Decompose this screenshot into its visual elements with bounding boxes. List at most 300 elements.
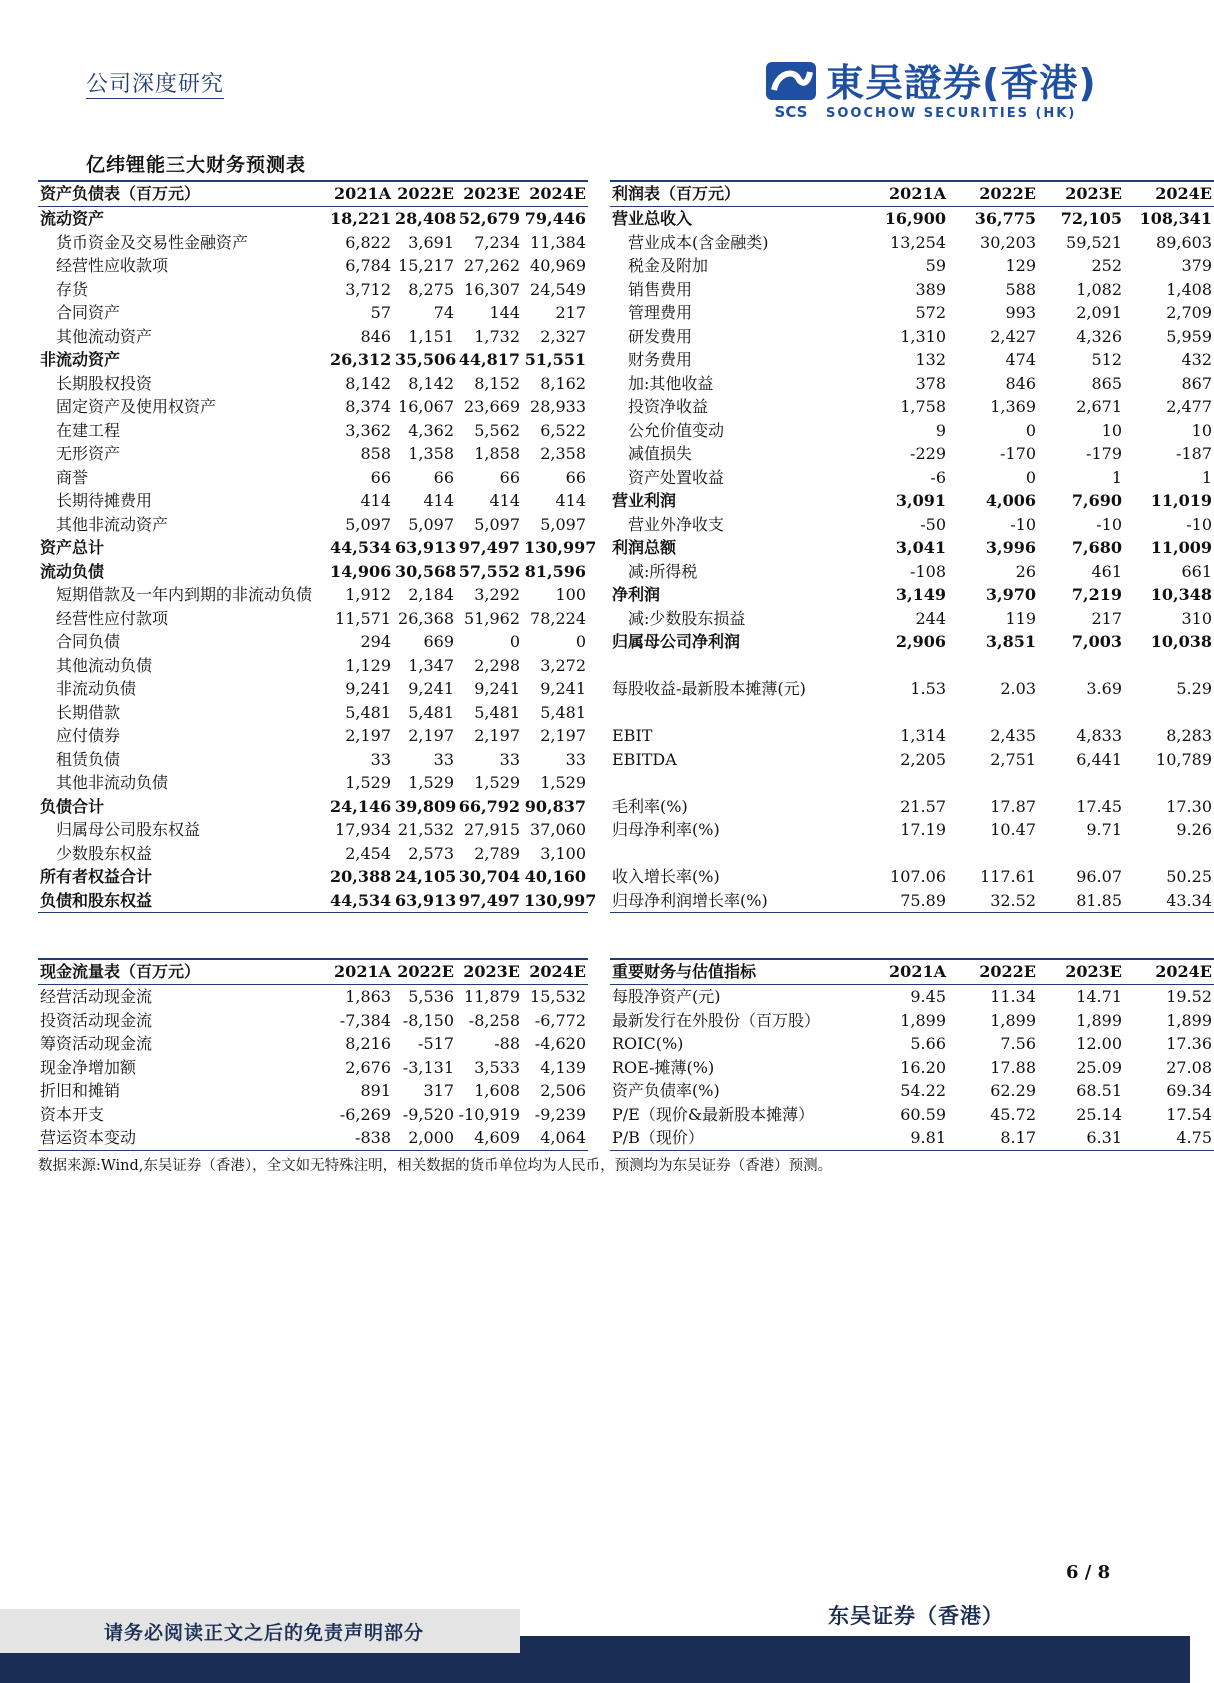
row-label: 营业总收入 — [612, 209, 693, 228]
cell-value: 1,151 — [408, 326, 454, 346]
cell-value: 2,671 — [1076, 397, 1122, 416]
cell-value: 19.52 — [1166, 987, 1212, 1006]
table-row — [38, 325, 588, 349]
cell-value — [1038, 654, 1124, 678]
row-label: 销售费用 — [628, 279, 693, 299]
cell-value: 0 — [1025, 467, 1036, 487]
cell-value: 8,275 — [408, 279, 454, 299]
cell-value: 117.61 — [980, 867, 1036, 886]
cell-value — [1124, 771, 1214, 795]
cell-value: 7.56 — [1000, 1034, 1036, 1053]
row-label: 最新发行在外股份（百万股） — [612, 1010, 821, 1030]
table-row — [610, 395, 1214, 419]
table-row — [610, 889, 1214, 913]
cell-value: 69.34 — [1166, 1081, 1212, 1100]
valuation-table — [610, 958, 1214, 1151]
cell-value: 4,326 — [1076, 326, 1122, 346]
cell-value: 40,969 — [530, 256, 586, 275]
row-label: 资产总计 — [40, 538, 105, 557]
cell-value: 27,262 — [464, 256, 520, 275]
cell-value: 2,197 — [474, 726, 520, 745]
cell-value: 2,709 — [1166, 303, 1212, 322]
cell-value: 5,097 — [345, 514, 391, 534]
cell-value: 33 — [565, 749, 586, 769]
cell-value: 2,427 — [990, 326, 1036, 346]
table-row — [610, 1103, 1214, 1127]
table-row — [38, 701, 588, 725]
cell-value: 107.06 — [890, 867, 946, 886]
cell-value: 24,105 — [395, 867, 457, 886]
row-label: 应付债券 — [56, 726, 121, 745]
table-row — [610, 325, 1214, 349]
cell-value: 130,997 — [522, 889, 588, 913]
row-label — [610, 771, 880, 795]
cell-value: 3,100 — [540, 843, 586, 863]
cell-value: 75.89 — [880, 889, 948, 913]
cell-value: -179 — [1086, 444, 1122, 463]
cell-value: -10 — [1010, 514, 1036, 534]
cell-value: 846 — [360, 326, 391, 346]
row-label: 租赁负债 — [56, 749, 121, 769]
cell-value: 7,219 — [1071, 585, 1122, 604]
cell-value: 2.03 — [1000, 679, 1036, 698]
cell-value: 130,997 — [524, 538, 597, 557]
table-row — [610, 560, 1214, 584]
cell-value: 2,506 — [540, 1081, 586, 1100]
cell-value: 5,536 — [408, 987, 454, 1006]
cell-value — [1124, 654, 1214, 678]
cell-value: 7,003 — [1071, 632, 1122, 651]
row-label: 合同资产 — [56, 303, 121, 322]
table-row — [38, 442, 588, 466]
cell-value: 414 — [555, 491, 586, 510]
table-row — [38, 536, 588, 560]
column-header: 2023E — [1038, 181, 1124, 207]
row-label: 长期借款 — [56, 702, 121, 722]
cell-value: 51,551 — [524, 350, 586, 369]
row-label: EBITDA — [612, 749, 677, 769]
table-header-row — [38, 959, 588, 985]
row-label: P/B（现价） — [610, 1126, 880, 1150]
cell-value: 7,680 — [1071, 538, 1122, 557]
cell-value — [880, 842, 948, 866]
cell-value: 2,091 — [1076, 303, 1122, 322]
cell-value: 57,552 — [458, 561, 520, 581]
cell-value: 5.66 — [910, 1034, 946, 1053]
table-row — [38, 489, 588, 513]
cell-value: 1,732 — [474, 326, 520, 346]
cell-value: 6.31 — [1038, 1126, 1124, 1150]
cell-value: 2,789 — [474, 843, 520, 863]
table-row — [610, 654, 1214, 678]
scs-logo-icon — [764, 62, 818, 120]
cell-value — [948, 701, 1038, 725]
row-label: 净利润 — [612, 585, 661, 604]
cell-value: 5.29 — [1176, 679, 1212, 698]
row-label: 其他流动资产 — [56, 326, 153, 346]
cell-value: 10,348 — [1150, 585, 1212, 604]
cell-value: 13,254 — [890, 232, 946, 252]
cell-value: 2,197 — [540, 726, 586, 745]
cell-value: 6,784 — [345, 256, 391, 275]
row-label: ROIC(%) — [612, 1034, 684, 1053]
disclaimer-text: 请务必阅读正文之后的免责声明部分 — [104, 1622, 425, 1644]
cell-value: 8,152 — [474, 373, 520, 393]
cell-value: 993 — [1005, 303, 1036, 322]
cell-value: 17,934 — [335, 820, 391, 839]
row-label: 归母净利率(%) — [612, 820, 720, 839]
table-row — [610, 795, 1214, 819]
row-label: 归母净利润增长率(%) — [610, 889, 880, 913]
cell-value: 11,879 — [464, 987, 520, 1006]
table-row — [38, 748, 588, 772]
column-header: 2021A — [328, 959, 393, 985]
row-label: 营业外净收支 — [628, 514, 725, 534]
cell-value: 27,915 — [464, 820, 520, 839]
cell-value: 4,833 — [1076, 726, 1122, 745]
table-row — [38, 583, 588, 607]
table-row — [38, 1079, 588, 1103]
table-row — [38, 301, 588, 325]
table-row — [38, 865, 588, 889]
column-header: 2022E — [393, 181, 456, 207]
cell-value: 100 — [555, 585, 586, 604]
column-header: 2023E — [456, 181, 522, 207]
cell-value: 5,097 — [540, 514, 586, 534]
cell-value: -170 — [1000, 444, 1036, 463]
row-label: 资产处置收益 — [628, 467, 725, 487]
cell-value: 39,809 — [395, 796, 457, 816]
cell-value: 90,837 — [524, 796, 586, 816]
cell-value: 27.08 — [1166, 1057, 1212, 1077]
row-label: 货币资金及交易性金融资产 — [56, 232, 249, 252]
cell-value: 108,341 — [1139, 209, 1212, 228]
cell-value: 23,669 — [464, 397, 520, 416]
cell-value: 6,822 — [345, 232, 391, 252]
table-header-row — [610, 181, 1214, 207]
cell-value: 217 — [1091, 608, 1122, 628]
cell-value: -10 — [1186, 514, 1212, 534]
cell-value — [1038, 771, 1124, 795]
section-title: 公司深度研究 — [86, 72, 225, 97]
table-title: 现金流量表（百万元） — [38, 959, 328, 985]
cell-value: 317 — [423, 1081, 454, 1100]
cell-value: 5,481 — [408, 702, 454, 722]
cell-value: 3,091 — [895, 491, 946, 510]
column-header: 2021A — [328, 181, 393, 207]
cell-value: 25.09 — [1076, 1057, 1122, 1077]
table-row — [38, 207, 588, 231]
cell-value: 20,388 — [330, 867, 392, 886]
cell-value: 1 — [1111, 467, 1122, 487]
cell-value: 2,197 — [345, 726, 391, 745]
row-label: 在建工程 — [56, 420, 121, 440]
cell-value: -50 — [920, 514, 946, 534]
table-row — [38, 348, 588, 372]
cash-flow-table — [38, 958, 588, 1151]
cell-value: 0 — [575, 632, 586, 651]
column-header: 2022E — [948, 959, 1038, 985]
row-label: 归属母公司净利润 — [612, 632, 741, 651]
cell-value: 8,142 — [345, 373, 391, 393]
logo-name-en: SOOCHOW SECURITIES (HK) — [826, 106, 1077, 121]
row-label: 财务费用 — [628, 350, 693, 369]
table-row — [38, 254, 588, 278]
cell-value: 9.71 — [1086, 820, 1122, 839]
column-header: 2023E — [1038, 959, 1124, 985]
table-row — [610, 1056, 1214, 1080]
row-label: 资产负债率(%) — [612, 1081, 720, 1100]
cell-value: 4,139 — [540, 1057, 586, 1077]
cell-value: 4,064 — [522, 1126, 588, 1150]
cell-value — [880, 771, 948, 795]
cell-value: 96.07 — [1076, 867, 1122, 886]
table-row — [38, 560, 588, 584]
cell-value: 81,596 — [524, 561, 586, 581]
cell-value: 244 — [915, 608, 946, 628]
cell-value: 26,312 — [330, 350, 392, 369]
row-label: 非流动资产 — [40, 350, 121, 369]
cell-value: 119 — [1005, 608, 1036, 628]
cell-value: 18,221 — [330, 209, 392, 228]
cell-value: 33 — [370, 749, 391, 769]
row-label: 利润总额 — [612, 538, 677, 557]
cell-value: 79,446 — [524, 209, 586, 228]
row-label: 流动资产 — [40, 209, 105, 228]
row-label: 其他流动负债 — [56, 655, 153, 675]
cell-value: -7,384 — [339, 1010, 391, 1030]
cell-value: 1,529 — [345, 773, 391, 792]
row-label: 长期待摊费用 — [56, 491, 153, 510]
cell-value: 11,384 — [530, 232, 586, 252]
cell-value: 3,970 — [985, 585, 1036, 604]
row-label: 经营性应收款项 — [56, 256, 169, 275]
cell-value: 661 — [1181, 561, 1212, 581]
cell-value: 9.45 — [910, 987, 946, 1006]
income-statement-table — [610, 180, 1214, 913]
table-row — [38, 395, 588, 419]
disclaimer-banner — [0, 1609, 520, 1653]
table-row — [38, 278, 588, 302]
cell-value: 129 — [1005, 256, 1036, 275]
row-label: 存货 — [56, 279, 89, 299]
cell-value: 8,283 — [1166, 726, 1212, 745]
cell-value — [1124, 701, 1214, 725]
cell-value: 1 — [1201, 467, 1212, 487]
cell-value: 4,609 — [456, 1126, 522, 1150]
table-row — [38, 654, 588, 678]
row-label: 无形资产 — [56, 444, 121, 463]
cell-value: 6,522 — [540, 420, 586, 440]
cell-value: 414 — [423, 491, 454, 510]
cell-value: 63,913 — [393, 889, 456, 913]
cell-value: 4,362 — [408, 420, 454, 440]
table-row — [610, 771, 1214, 795]
table-row — [610, 348, 1214, 372]
cell-value: 3,041 — [895, 538, 946, 557]
cell-value: 26,368 — [398, 608, 454, 628]
cell-value: 461 — [1091, 561, 1122, 581]
row-label: 研发费用 — [628, 326, 693, 346]
cell-value: 1,347 — [408, 655, 454, 675]
table-row — [610, 865, 1214, 889]
table-row — [38, 1056, 588, 1080]
cell-value: 1,529 — [540, 773, 586, 792]
cell-value: 9.81 — [880, 1126, 948, 1150]
table-row — [610, 842, 1214, 866]
column-header: 2024E — [522, 181, 588, 207]
row-label: 资本开支 — [40, 1104, 105, 1124]
row-label — [610, 654, 880, 678]
cell-value: 59,521 — [1066, 232, 1122, 252]
row-label: 减值损失 — [628, 444, 693, 463]
cell-value: 5,097 — [408, 514, 454, 534]
table-row — [38, 842, 588, 866]
table-row — [38, 1126, 588, 1150]
cell-value: 9 — [935, 420, 946, 440]
row-label: 少数股东权益 — [56, 843, 153, 863]
cell-value: -3,131 — [402, 1057, 454, 1077]
cell-value: 5,562 — [474, 420, 520, 440]
column-header: 2023E — [456, 959, 522, 985]
cell-value: 1.53 — [910, 679, 946, 698]
cell-value: 1,863 — [345, 987, 391, 1006]
table-row — [38, 630, 588, 654]
cell-value: 3,712 — [345, 279, 391, 299]
cell-value: 572 — [915, 303, 946, 322]
cell-value: 12.00 — [1076, 1034, 1122, 1053]
cell-value: 10,038 — [1150, 632, 1212, 651]
cell-value: 2,477 — [1166, 397, 1212, 416]
column-header: 2022E — [948, 181, 1038, 207]
cell-value: 2,906 — [895, 632, 946, 651]
cell-value: 30,704 — [458, 867, 520, 886]
table-row — [610, 724, 1214, 748]
cell-value: 17.19 — [900, 820, 946, 839]
table-row — [610, 607, 1214, 631]
row-label: 负债和股东权益 — [38, 889, 328, 913]
cell-value: 17.54 — [1166, 1104, 1212, 1124]
cell-value: 2,751 — [990, 749, 1036, 769]
cell-value: 8.17 — [948, 1126, 1038, 1150]
table-row — [38, 677, 588, 701]
cell-value: 2,000 — [393, 1126, 456, 1150]
cell-value: 2,435 — [990, 726, 1036, 745]
company-logo — [764, 60, 1097, 122]
column-header: 2021A — [880, 181, 948, 207]
cell-value: 3,292 — [474, 585, 520, 604]
cell-value — [880, 654, 948, 678]
cell-value: 2,358 — [540, 444, 586, 463]
cell-value: 8,216 — [345, 1034, 391, 1053]
balance-sheet-table — [38, 180, 597, 913]
row-label: 税金及附加 — [628, 256, 709, 275]
cell-value: 1,758 — [900, 397, 946, 416]
cell-value: 0 — [1025, 420, 1036, 440]
row-label: 其他非流动负债 — [56, 773, 169, 792]
cell-value: 51,962 — [464, 608, 520, 628]
row-label: 经营性应付款项 — [56, 608, 169, 628]
cell-value: 5,481 — [474, 702, 520, 722]
cell-value: 432 — [1181, 350, 1212, 369]
cell-value: 2,184 — [408, 585, 454, 604]
cell-value: 28,933 — [530, 397, 586, 416]
cell-value: 1,082 — [1076, 279, 1122, 299]
table-row — [610, 630, 1214, 654]
row-label — [610, 701, 880, 725]
cell-value: 11,019 — [1150, 491, 1212, 510]
table-row — [38, 1009, 588, 1033]
cell-value: -88 — [494, 1034, 520, 1053]
cell-value: -187 — [1176, 444, 1212, 463]
cell-value: 37,060 — [530, 820, 586, 839]
cell-value: 74 — [433, 303, 454, 322]
table-header-row — [38, 181, 588, 207]
table-row — [38, 607, 588, 631]
cell-value: 9,241 — [408, 679, 454, 698]
cell-value: 30,568 — [395, 561, 457, 581]
cell-value: 2,197 — [408, 726, 454, 745]
row-label: 其他非流动资产 — [56, 514, 169, 534]
cell-value: 24,146 — [330, 796, 392, 816]
cell-value: 25.14 — [1076, 1104, 1122, 1124]
cell-value: 474 — [1005, 350, 1036, 369]
row-label: 减:少数股东损益 — [628, 608, 746, 628]
cell-value: 2,454 — [345, 843, 391, 863]
row-label: 公允价值变动 — [628, 420, 725, 440]
table-row — [38, 513, 588, 537]
row-label: 短期借款及一年内到期的非流动负债 — [56, 585, 313, 604]
cell-value — [880, 701, 948, 725]
table-row — [610, 1032, 1214, 1056]
cell-value: 5,481 — [345, 702, 391, 722]
table-row — [610, 677, 1214, 701]
row-label: 非流动负债 — [56, 679, 137, 698]
cell-value: 389 — [915, 279, 946, 299]
cell-value: 1,129 — [345, 655, 391, 675]
row-label: 现金净增加额 — [40, 1057, 137, 1077]
page-number: 6 / 8 — [1066, 1562, 1111, 1583]
row-label: 每股收益-最新股本摊薄(元) — [612, 679, 806, 698]
cell-value: 1,529 — [408, 773, 454, 792]
cell-value: 891 — [360, 1081, 391, 1100]
column-header: 2024E — [1124, 959, 1214, 985]
cell-value: 2,676 — [345, 1057, 391, 1077]
table-row — [38, 795, 588, 819]
cell-value: 867 — [1181, 373, 1212, 393]
cell-value: 10 — [1101, 420, 1122, 440]
cell-value: 28,408 — [395, 209, 457, 228]
row-label: 投资净收益 — [628, 397, 709, 416]
cell-value: -838 — [328, 1126, 393, 1150]
table-row — [610, 1079, 1214, 1103]
row-label: 管理费用 — [628, 303, 693, 322]
cell-value: 59 — [925, 256, 946, 275]
cell-value: -8,258 — [468, 1010, 520, 1030]
cell-value: -6 — [930, 467, 946, 487]
table-row — [610, 701, 1214, 725]
table-title: 重要财务与估值指标 — [610, 959, 880, 985]
cell-value: 1,358 — [408, 444, 454, 463]
cell-value: 45.72 — [990, 1104, 1036, 1124]
cell-value: 60.59 — [900, 1104, 946, 1124]
cell-value: 3,272 — [540, 655, 586, 675]
cell-value: -10 — [1096, 514, 1122, 534]
table-header-row — [610, 959, 1214, 985]
table-row — [610, 207, 1214, 231]
cell-value: 865 — [1091, 373, 1122, 393]
cell-value: 512 — [1091, 350, 1122, 369]
